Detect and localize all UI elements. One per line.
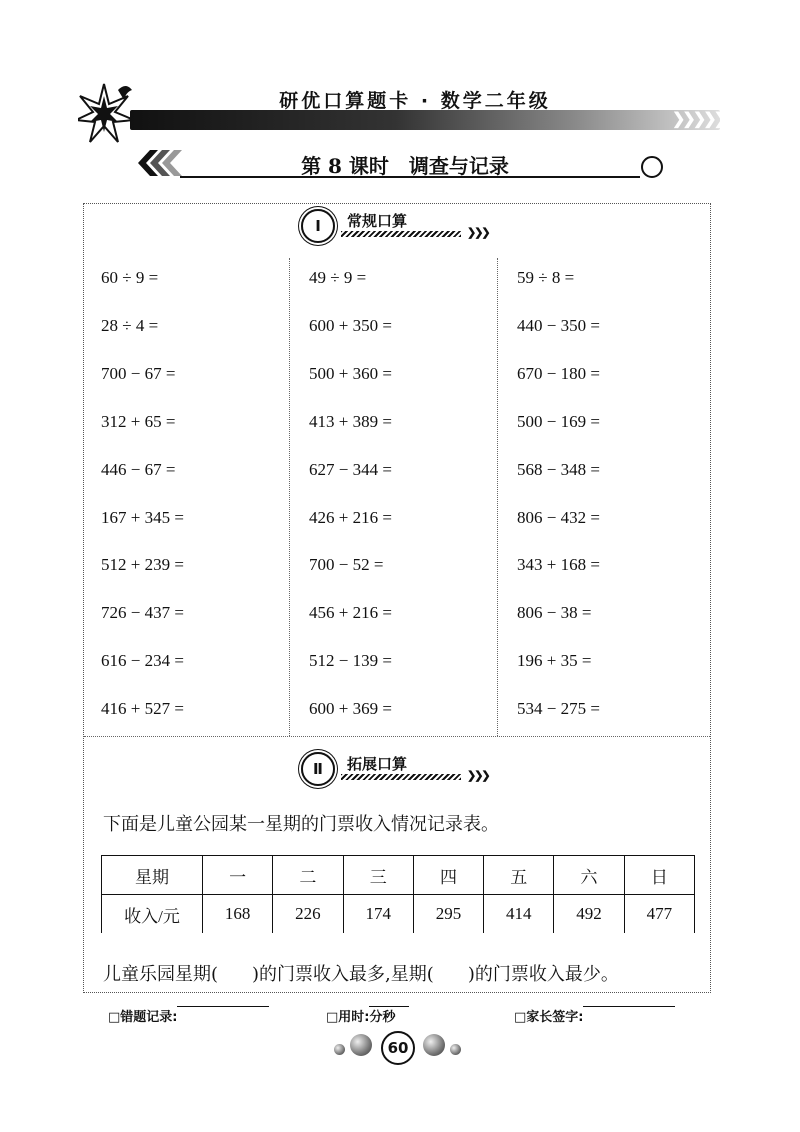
table-cell: 星期 bbox=[102, 856, 203, 895]
section-2-badge bbox=[301, 750, 501, 784]
problem-item: 627 − 344 = bbox=[309, 459, 392, 479]
decor-dot-icon bbox=[350, 1034, 372, 1056]
table-cell: 174 bbox=[343, 895, 413, 934]
problem-item: 446 − 67 = bbox=[101, 459, 176, 479]
problem-item: 670 − 180 = bbox=[517, 363, 600, 383]
intro-text: 下面是儿童公园某一星期的门票收入情况记录表。 bbox=[103, 814, 499, 835]
column-divider bbox=[289, 258, 290, 736]
problem-item: 426 + 216 = bbox=[309, 507, 392, 527]
problem-item: 49 ÷ 9 = bbox=[309, 268, 367, 287]
table-cell: 492 bbox=[554, 895, 624, 934]
parent-sign-field[interactable] bbox=[514, 1006, 583, 1025]
parent-sign-label: □家长签字: bbox=[514, 1010, 584, 1025]
error-record-label: □错题记录: bbox=[108, 1010, 178, 1025]
table-cell: 日 bbox=[624, 856, 694, 895]
lesson-chevron-icon bbox=[130, 150, 186, 180]
question-part: 儿童乐园星期( bbox=[103, 964, 219, 985]
page-number: 60 bbox=[381, 1031, 415, 1065]
minutes-label: 分 bbox=[369, 1010, 383, 1025]
problem-item: 534 − 275 = bbox=[517, 699, 600, 719]
problem-item: 600 + 369 = bbox=[309, 699, 392, 719]
error-record-field[interactable] bbox=[108, 1006, 177, 1025]
error-record-line[interactable] bbox=[177, 1006, 269, 1007]
section-2-label: 拓展口算 bbox=[347, 755, 408, 773]
table-cell: 226 bbox=[273, 895, 343, 934]
section-2-number: Ⅱ bbox=[301, 752, 335, 786]
problem-item: 500 + 360 = bbox=[309, 363, 392, 383]
time-field[interactable] bbox=[326, 1006, 396, 1025]
section-1-label: 常规口算 bbox=[347, 212, 408, 230]
header-bar bbox=[130, 110, 720, 130]
problem-item: 806 − 432 = bbox=[517, 507, 600, 527]
lesson-title: 第 8 课时 调查与记录 bbox=[301, 154, 509, 178]
seconds-line[interactable] bbox=[383, 1006, 409, 1007]
table-cell: 五 bbox=[484, 856, 554, 895]
section-1-number: Ⅰ bbox=[301, 209, 335, 243]
parent-sign-line[interactable] bbox=[583, 1006, 675, 1007]
header-title: 研优口算题卡 · 数学二年级 bbox=[279, 90, 551, 112]
problem-item: 416 + 527 = bbox=[101, 699, 184, 719]
problem-item: 413 + 389 = bbox=[309, 411, 392, 431]
problem-item: 28 ÷ 4 = bbox=[101, 315, 159, 335]
problem-item: 456 + 216 = bbox=[309, 603, 392, 623]
problem-item: 512 − 139 = bbox=[309, 651, 392, 671]
header-arrows-icon: ❯❯❯❯❯ bbox=[672, 109, 725, 128]
question-part: )的门票收入最少。 bbox=[467, 964, 619, 985]
time-label: □用时: bbox=[326, 1010, 370, 1025]
table-cell: 477 bbox=[624, 895, 694, 934]
table-cell: 收入/元 bbox=[102, 895, 203, 934]
table-row bbox=[102, 895, 695, 934]
table-cell: 414 bbox=[484, 895, 554, 934]
column-divider bbox=[497, 258, 498, 736]
table-cell: 一 bbox=[203, 856, 273, 895]
problem-item: 343 + 168 = bbox=[517, 555, 600, 575]
table-cell: 168 bbox=[203, 895, 273, 934]
problem-item: 60 ÷ 9 = bbox=[101, 268, 159, 287]
problem-item: 600 + 350 = bbox=[309, 315, 392, 335]
problem-item: 700 − 52 = bbox=[309, 555, 384, 575]
question-part: )的门票收入最多,星期( bbox=[252, 964, 434, 985]
problem-item: 500 − 169 = bbox=[517, 411, 600, 431]
decor-dot-icon bbox=[450, 1044, 461, 1055]
problem-item: 806 − 38 = bbox=[517, 603, 592, 623]
problem-item: 312 + 65 = bbox=[101, 411, 176, 431]
star-logo-icon bbox=[78, 82, 138, 150]
badge-stripe bbox=[341, 231, 461, 237]
chevron-right-icon: ❯❯❯ bbox=[467, 226, 489, 239]
table-cell: 四 bbox=[413, 856, 483, 895]
table-header-row bbox=[102, 856, 695, 895]
seconds-label: 秒 bbox=[382, 1010, 396, 1025]
decor-dot-icon bbox=[334, 1044, 345, 1055]
badge-stripe bbox=[341, 774, 461, 780]
chevron-right-icon: ❯❯❯ bbox=[467, 769, 489, 782]
problem-item: 568 − 348 = bbox=[517, 459, 600, 479]
problem-item: 700 − 67 = bbox=[101, 363, 176, 383]
table-cell: 三 bbox=[343, 856, 413, 895]
question-text bbox=[103, 960, 619, 986]
problem-item: 440 − 350 = bbox=[517, 315, 600, 335]
section-1-badge bbox=[301, 207, 501, 241]
problem-item: 59 ÷ 8 = bbox=[517, 268, 575, 287]
problem-item: 726 − 437 = bbox=[101, 603, 184, 623]
problem-item: 167 + 345 = bbox=[101, 507, 184, 527]
problem-item: 196 + 35 = bbox=[517, 651, 592, 671]
table-cell: 295 bbox=[413, 895, 483, 934]
problem-item: 616 − 234 = bbox=[101, 651, 184, 671]
table-cell: 六 bbox=[554, 856, 624, 895]
decor-dot-icon bbox=[423, 1034, 445, 1056]
problem-item: 512 + 239 = bbox=[101, 555, 184, 575]
circle-icon bbox=[641, 156, 663, 178]
ticket-income-table bbox=[101, 855, 695, 933]
table-cell: 二 bbox=[273, 856, 343, 895]
section-divider bbox=[84, 736, 710, 737]
